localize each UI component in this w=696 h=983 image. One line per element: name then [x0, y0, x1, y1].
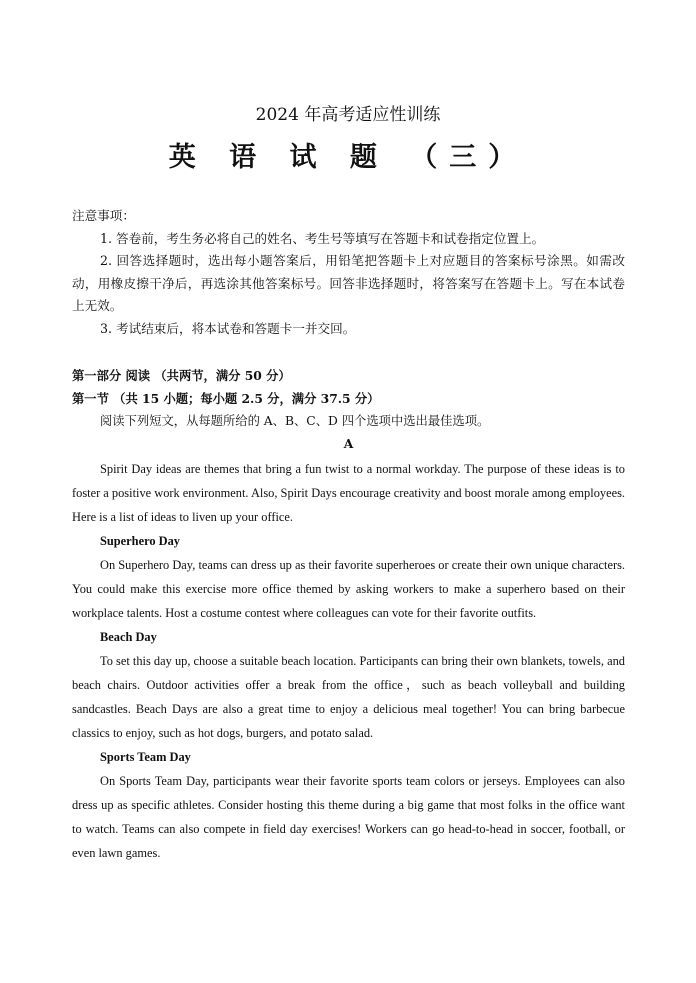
article-intro: Spirit Day ideas are themes that bring a fun twist to a normal workday. The purpose of these ideas is to foster a positive work environment. Also, Spirit Days encourage creativity and boost morale among employees. Here is a list of ideas to liven up your office.	[72, 462, 625, 524]
exam-subtitle: 英 语 试 题 （三）	[168, 142, 528, 173]
notice-item-3: 3. 考试结束后，将本试卷和答题卡一并交回。	[100, 320, 356, 336]
section-heading-sports: Sports Team Day	[100, 750, 191, 764]
part-heading: 第一部分 阅读 （共两节，满分 50 分）	[72, 368, 291, 383]
instruction-text: 阅读下列短文，从每题所给的 A、B、C、D 四个选项中选出最佳选项。	[100, 414, 490, 428]
section-text-sports: On Sports Team Day, participants wear their favorite sports team colors or jerseys. Employees can also dress up as specific athletes. Consider hosting this theme during a big game that most folks in the office want to watch. Teams can also compete in field day exercises! Workers can go head-to-head in soccer, football, or even lawn games.	[72, 774, 625, 860]
notice-block	[72, 205, 625, 341]
notice-heading: 注意事项：	[72, 208, 135, 223]
notice-item-2: 2. 回答选择题时，选出每小题答案后，用铅笔把答题卡上对应题目的答案标号涂黑。如需改动，用橡皮擦干净后，再选涂其他答案标号。回答非选择题时，将答案写在答题卡上。写在本试卷上无效。	[72, 253, 625, 314]
article-block	[72, 457, 625, 865]
notice-item-1: 1. 答卷前，考生务必将自己的姓名、考生号等填写在答题卡和试卷指定位置上。	[100, 230, 545, 246]
section-text-beach: To set this day up, choose a suitable beach location. Participants can bring their own blankets, towels, and beach chairs. Outdoor activities offer a break from the office，such as beach volleyball and building sandcastles. Beach Days are also a great time to enjoy a delicious meal together! You can bring barbecue classics to enjoy, such as hot dogs, burgers, and potato salad.	[72, 654, 625, 740]
section-heading-superhero: Superhero Day	[100, 534, 180, 548]
node-heading: 第一节 （共 15 小题；每小题 2.5 分，满分 37.5 分）	[72, 390, 380, 406]
section-block	[72, 365, 625, 455]
passage-label: A	[343, 435, 354, 451]
exam-title: 2024 年高考适应性训练	[255, 105, 441, 125]
section-heading-beach: Beach Day	[100, 630, 157, 644]
section-text-superhero: On Superhero Day, teams can dress up as their favorite superheroes or create their own unique characters. You could make this exercise more office themed by asking workers to make a superhero based on their workplace talents. Host a costume contest where colleagues can vote for their favorite outfits.	[72, 558, 625, 620]
